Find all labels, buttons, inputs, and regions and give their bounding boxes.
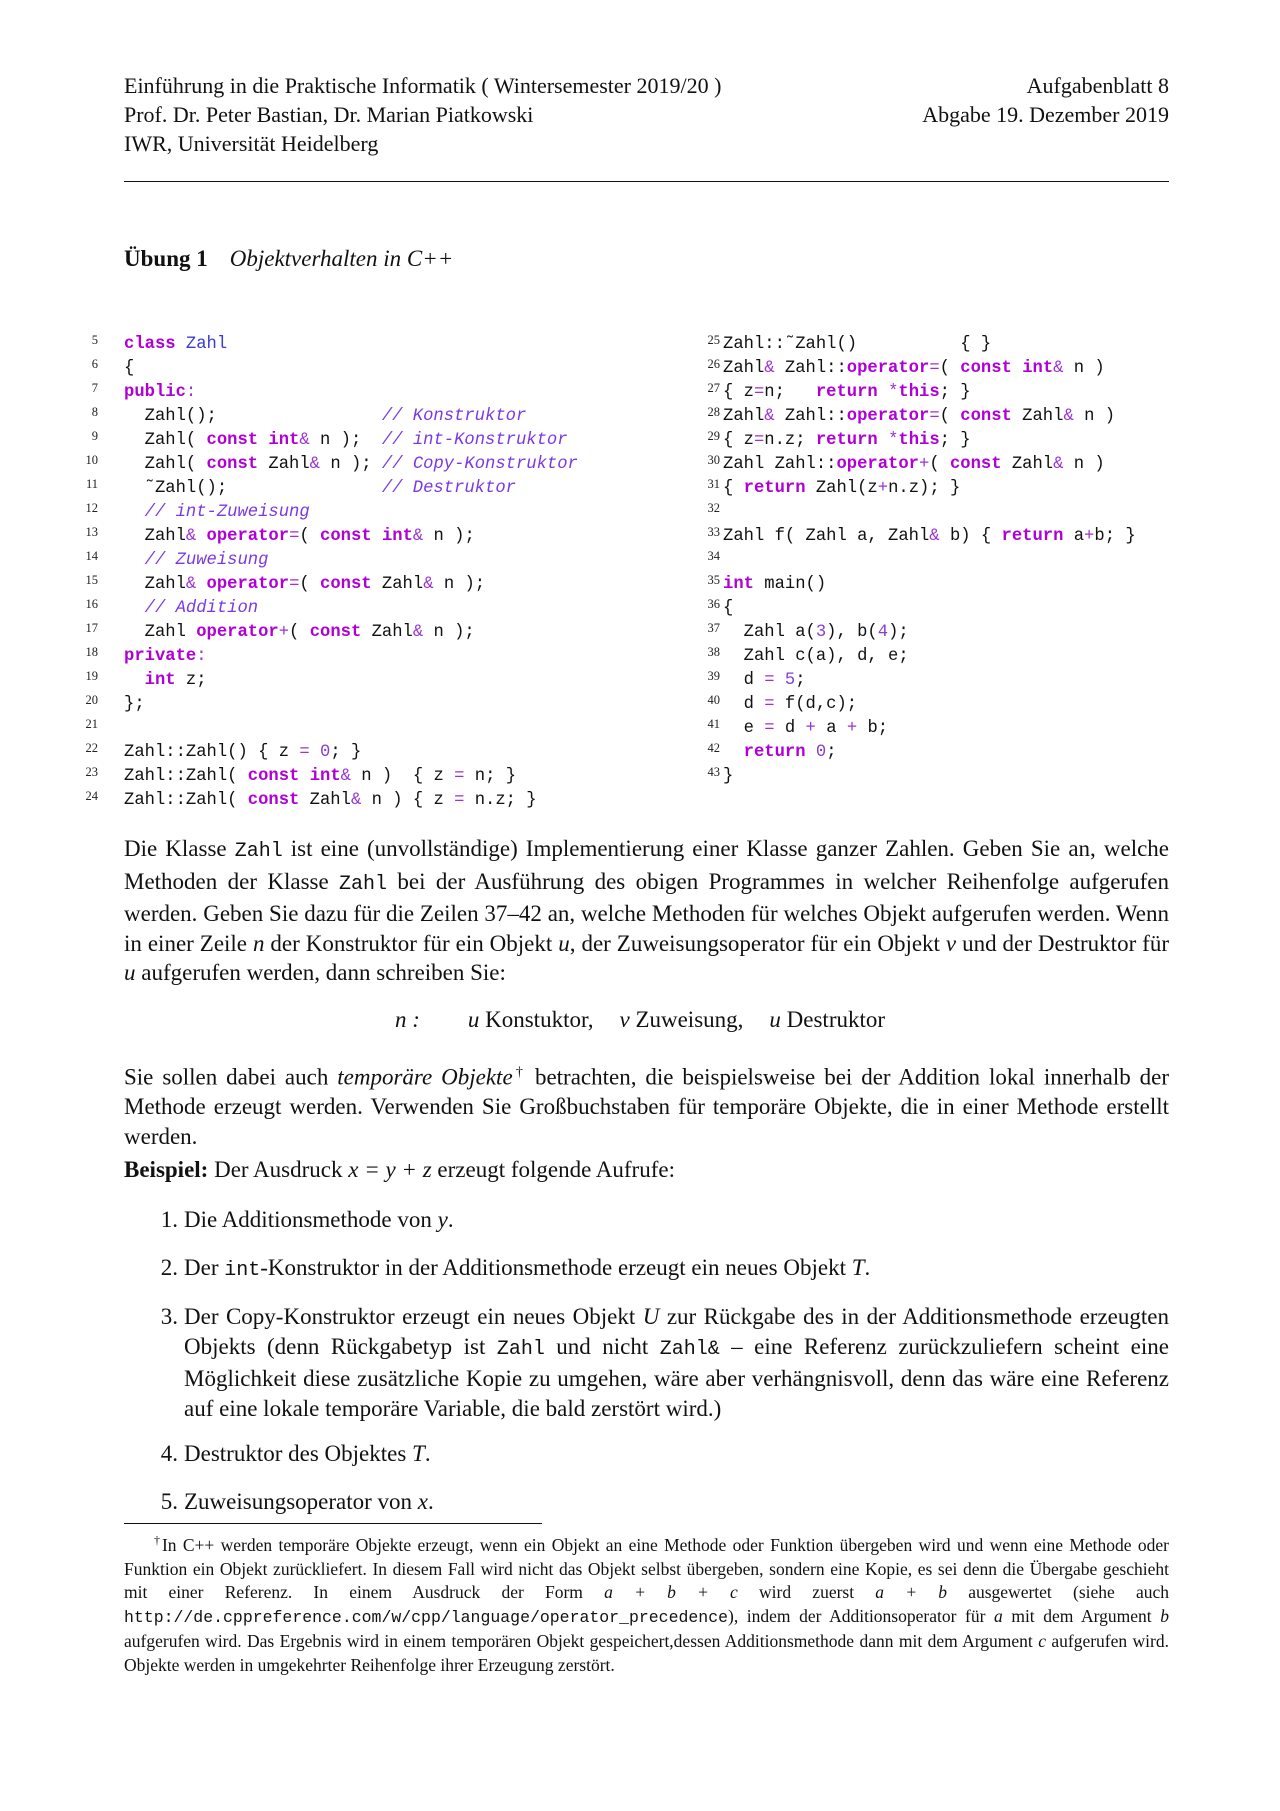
header-rule (124, 181, 1169, 182)
code-line: ˜Zahl(); // Destruktor (124, 479, 516, 498)
code-line: class Zahl (124, 335, 228, 354)
code-line: Zahl& operator=( const Zahl& n ); (124, 575, 486, 594)
line-number: 27 (707, 381, 720, 395)
line-number: 18 (85, 645, 98, 659)
code-line: Zahl::Zahl( const int& n ) { z = n; } (124, 767, 517, 786)
inline-code: Zahl (339, 872, 388, 896)
sheet-number: Aufgabenblatt 8 (1026, 73, 1169, 98)
list-item: 1. Die Additionsmethode von y. (160, 1207, 454, 1232)
line-number: 37 (707, 621, 720, 635)
professors: Prof. Dr. Peter Bastian, Dr. Marian Piatkowski (124, 102, 534, 127)
code-line: public: (124, 383, 197, 402)
line-number: 30 (707, 453, 720, 467)
line-number: 29 (707, 429, 720, 443)
line-number: 13 (85, 525, 98, 539)
header-left (124, 71, 864, 158)
code-line: Zahl::Zahl() { z = 0; } (124, 743, 362, 762)
code-line: Zahl a(3), b(4); (723, 623, 909, 642)
task-description: Die Klasse Zahl ist eine (unvollständige) Implementierung einer Klasse ganzer Zahlen. Geben Sie an, welche Methoden der Klasse Zahl bei der Ausführung des obigen Programmes in welcher Reihenfolge aufgerufen werden. Geben Sie dazu für die Zeilen 37–42 an, welche Methoden für welches Objekt aufgerufen werden. Wenn in einer Zeile n der Konstruktor für ein Objekt u, der Zuweisungsoperator für ein Objekt v und der Destruktor für u aufgerufen werden, dann schreiben Sie: (124, 836, 1169, 985)
code-line: { return Zahl(z+n.z); } (723, 479, 961, 498)
line-number: 31 (707, 477, 720, 491)
code-line: // Addition (144, 599, 259, 618)
line-number: 21 (85, 717, 98, 731)
line-number: 28 (707, 405, 720, 419)
line-number: 22 (85, 741, 98, 755)
code-line: Zahl& Zahl::operator=( const int& n ) (723, 359, 1105, 378)
line-number: 5 (91, 333, 98, 347)
course-title: Einführung in die Praktische Informatik ( Wintersemester 2019/20 ) (124, 73, 722, 98)
temporary-objects-paragraph: Sie sollen dabei auch temporäre Objekte† betrachten, die beispielsweise bei der Addition lokal innerhalb der Methode erzeugt werden. Verwenden Sie Großbuchstaben für temporäre Objekte, die in einer Methode erstellt werden. (124, 1064, 1169, 1149)
code-line: e = d + a + b; (723, 719, 889, 738)
code-listing-right (660, 333, 1220, 813)
code-line: { (124, 359, 135, 378)
code-line: { z=n; return *this; } (723, 383, 971, 402)
footnote-rule (124, 1523, 542, 1524)
line-number: 41 (707, 717, 720, 731)
code-line: Zahl& operator=( const int& n ); (124, 527, 475, 546)
line-number: 11 (85, 477, 98, 491)
list-item: 5. Zuweisungsoperator von x. (160, 1489, 434, 1514)
exercise-label: Übung 1 (124, 246, 208, 271)
line-number: 6 (91, 357, 98, 371)
example-paragraph: Beispiel: Der Ausdruck x = y + z erzeugt folgende Aufrufe: (124, 1157, 675, 1182)
reference-url[interactable]: http://de.cppreference.com/w/cpp/language/operator_precedence (124, 1608, 728, 1628)
line-number: 39 (707, 669, 720, 683)
code-line: // Zuweisung (144, 551, 269, 570)
code-line: Zahl& Zahl::operator=( const Zahl& n ) (723, 407, 1116, 426)
code-line: d = f(d,c); (723, 695, 858, 714)
code-line: d = 5; (723, 671, 806, 690)
code-line: Zahl(); // Konstruktor (124, 407, 527, 426)
line-number: 26 (707, 357, 720, 371)
output-format-formula: n : u Konstuktor, v Zuweisung, u Destruktor (394, 1007, 886, 1032)
exercise-heading (124, 244, 453, 274)
line-number: 16 (85, 597, 98, 611)
line-number: 33 (707, 525, 720, 539)
line-number: 20 (85, 693, 98, 707)
code-line: Zahl::Zahl( const Zahl& n ) { z = n.z; } (124, 791, 537, 810)
code-line: Zahl Zahl::operator+( const Zahl& n ) (723, 455, 1105, 474)
code-line: Zahl c(a), d, e; (723, 647, 909, 666)
list-item: 3. Der Copy-Konstruktor erzeugt ein neues Objekt U zur Rückgabe des in der Additionsmethode erzeugten Objekts (denn Rückgabetyp ist Zahl und nicht Zahl& – eine Referenz zurückzuliefern scheint eine Möglichkeit diese zusätzliche Kopie zu umgehen, wäre aber verhängnisvoll, denn das wäre eine Referenz auf eine lokale temporäre Variable, die bald zerstört wird.) (160, 1304, 1169, 1421)
line-number: 42 (707, 741, 720, 755)
footnote: †In C++ werden temporäre Objekte erzeugt, wenn ein Objekt an eine Methode oder Funktion übergeben wird und wenn eine Methode oder Funktion ein Objekt zurückliefert. In diesem Fall wird nicht das Objekt selbst übergeben, sondern eine Kopie, es sei denn die Übergabe geschieht mit einer Referenz. In einem Ausdruck der Form a + b + c wird zuerst a + b ausgewertet (siehe auch http://de.cppreference.com/w/cpp/language/operator_precedence), indem der Additionsoperator für a mit dem Argument b aufgerufen wird. Das Ergebnis wird in einem temporären Objekt gespeichert,dessen Additionsmethode dann mit dem Argument c aufgerufen wird. Objekte werden in umgekehrter Reihenfolge ihrer Erzeugung zerstört. (124, 1533, 1170, 1675)
line-number: 34 (707, 549, 720, 563)
line-number: 32 (707, 501, 720, 515)
code-line: // int-Zuweisung (144, 503, 310, 522)
footnote-marker: † (512, 1065, 527, 1080)
line-number: 10 (85, 453, 98, 467)
code-line: } (723, 767, 734, 786)
code-line: Zahl f( Zahl a, Zahl& b) { return a+b; } (723, 527, 1136, 546)
line-number: 8 (91, 405, 98, 419)
code-line: Zahl::˜Zahl() { } (723, 335, 992, 354)
line-number: 36 (707, 597, 720, 611)
line-number: 7 (91, 381, 98, 395)
code-line: }; (124, 695, 145, 714)
list-item: 2. Der int-Konstruktor in der Additionsmethode erzeugt ein neues Objekt T. (160, 1255, 871, 1282)
code-listing-left (0, 333, 660, 813)
code-line: Zahl operator+( const Zahl& n ); (124, 623, 475, 642)
line-number: 14 (85, 549, 98, 563)
line-number: 35 (707, 573, 720, 587)
institute: IWR, Universität Heidelberg (124, 131, 379, 156)
line-number: 38 (707, 645, 720, 659)
line-number: 15 (85, 573, 98, 587)
exercise-title: Objektverhalten in C++ (229, 246, 454, 271)
line-number: 19 (85, 669, 98, 683)
line-number: 9 (91, 429, 98, 443)
line-number: 43 (707, 765, 720, 779)
deadline: Abgabe 19. Dezember 2019 (922, 102, 1169, 127)
code-line: int z; (144, 671, 207, 690)
formula-line: n : (394, 1007, 420, 1032)
code-line: { (723, 599, 734, 618)
code-line: Zahl( const Zahl& n ); // Copy-Konstruktor (124, 455, 578, 474)
code-line: private: (124, 647, 207, 666)
list-item: 4. Destruktor des Objektes T. (160, 1441, 431, 1466)
code-line: Zahl( const int& n ); // int-Konstruktor (124, 431, 568, 450)
line-number: 25 (707, 333, 720, 347)
line-number: 17 (85, 621, 98, 635)
line-number: 40 (707, 693, 720, 707)
code-line: return 0; (743, 743, 837, 762)
line-number: 24 (85, 789, 98, 803)
line-number: 23 (85, 765, 98, 779)
line-number: 12 (85, 501, 98, 515)
header-right (769, 71, 1169, 129)
code-line: int main() (723, 575, 827, 594)
inline-code: Zahl (234, 840, 283, 863)
code-line: { z=n.z; return *this; } (723, 431, 971, 450)
